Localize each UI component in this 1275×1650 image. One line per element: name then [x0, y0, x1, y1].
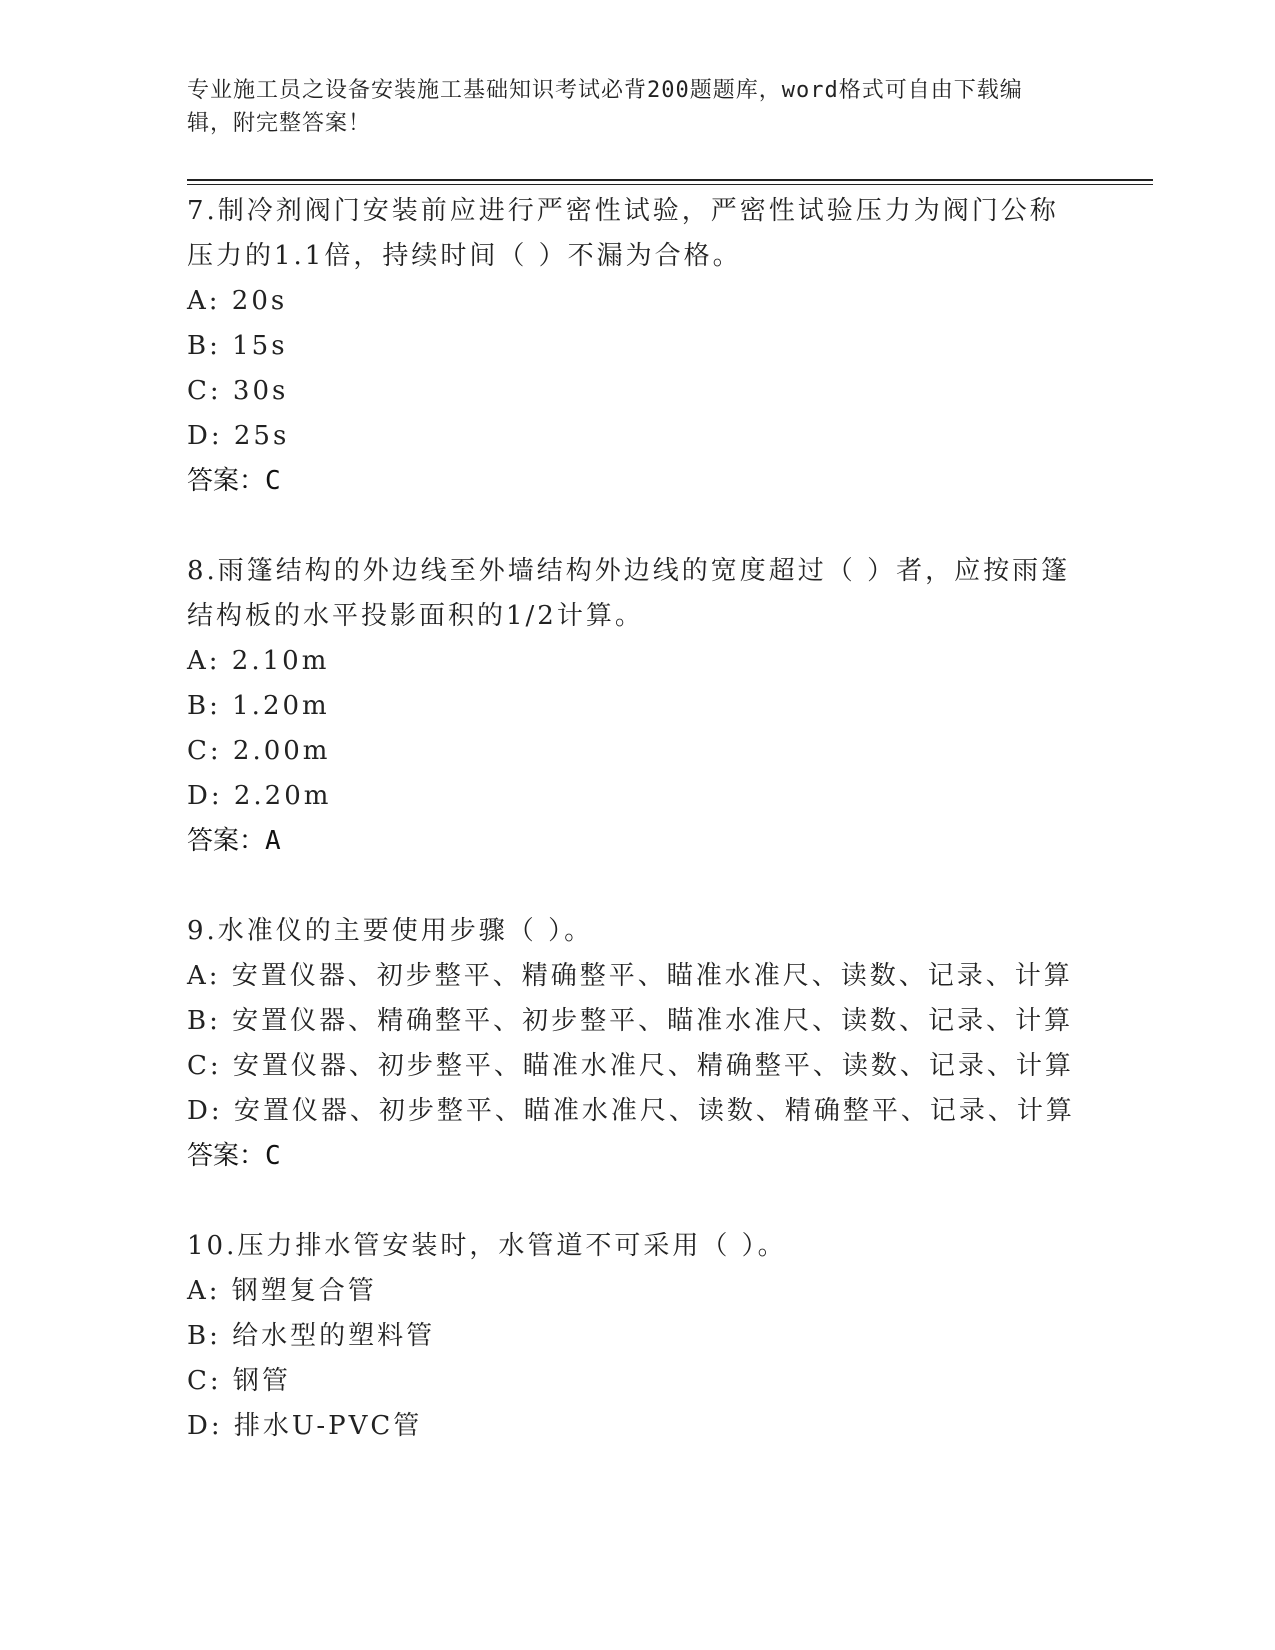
option-c: C: 钢管	[187, 1366, 291, 1396]
option-b: B: 15s	[187, 331, 288, 361]
option-d: D: 排水U-PVC管	[187, 1411, 423, 1441]
option-a: A: 钢塑复合管	[187, 1276, 377, 1306]
question-stem: 10.压力排水管安装时，水管道不可采用（ ）。	[187, 1231, 787, 1261]
document-header: 专业施工员之设备安装施工基础知识考试必背200题题库，word格式可自由下载编辑，附完整答案！	[187, 78, 1023, 136]
question-10	[187, 1224, 1087, 1449]
answer-text: 答案：C	[187, 466, 281, 496]
question-list	[187, 189, 1087, 1495]
question-7	[187, 189, 1087, 503]
option-a: A: 安置仪器、初步整平、精确整平、瞄准水准尺、读数、记录、计算	[187, 961, 1073, 991]
option-b: B: 安置仪器、精确整平、初步整平、瞄准水准尺、读数、记录、计算	[187, 1006, 1074, 1036]
option-b: B: 1.20m	[187, 691, 330, 721]
option-d: D: 2.20m	[187, 781, 332, 811]
question-stem: 9.水准仪的主要使用步骤（ ）。	[187, 916, 594, 946]
answer-text: 答案：A	[187, 826, 281, 856]
option-a: A: 2.10m	[187, 646, 330, 676]
option-d: D: 25s	[187, 421, 290, 451]
header-divider-thick	[187, 179, 1153, 181]
header-divider-thin	[187, 184, 1153, 185]
question-stem: 7.制冷剂阀门安装前应进行严密性试验，严密性试验压力为阀门公称压力的1.1倍，持续时间（ ）不漏为合格。	[187, 196, 1059, 271]
option-b: B: 给水型的塑料管	[187, 1321, 436, 1351]
question-stem: 8.雨篷结构的外边线至外墙结构外边线的宽度超过（ ）者，应按雨篷结构板的水平投影面积的1/2计算。	[187, 556, 1071, 631]
option-c: C: 安置仪器、初步整平、瞄准水准尺、精确整平、读数、记录、计算	[187, 1051, 1074, 1081]
question-9	[187, 909, 1087, 1178]
option-c: C: 2.00m	[187, 736, 331, 766]
option-a: A: 20s	[187, 286, 288, 316]
question-8	[187, 549, 1087, 863]
answer-text: 答案：C	[187, 1141, 281, 1171]
option-c: C: 30s	[187, 376, 289, 406]
option-d: D: 安置仪器、初步整平、瞄准水准尺、读数、精确整平、记录、计算	[187, 1096, 1075, 1126]
